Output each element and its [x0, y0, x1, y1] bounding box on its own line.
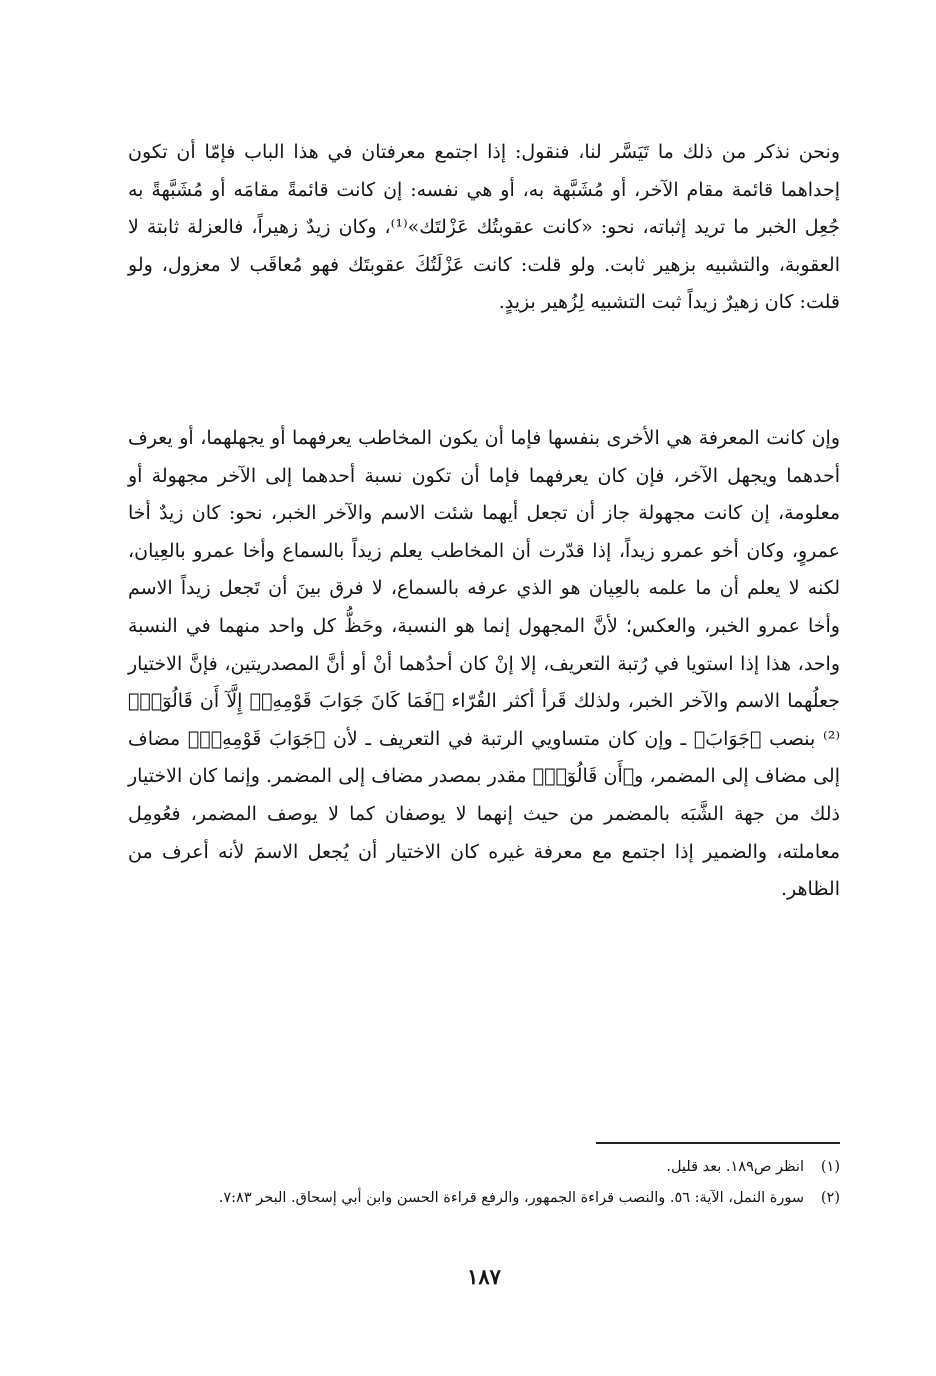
body-paragraph-2: وإن كانت المعرفة هي الأخرى بنفسها فإما أن يكون المخاطب يعرفهما أو يجهلهما، أو يعرف أحدهما ويجهل الآخر، فإن كان يعرفهما فإما أن تكون نسبة أحدهما إلى الآخر مجهولة أو معلومة، إن كانت مجهولة جاز أن تجعل أيهما شئت الاسم والآخر الخبر، نحو: كان زيدٌ أخا عمروٍ، وكان أخو عمرو زيداً، إذا قدّرت أن المخاطب يعلم زيداً بالسماع وأخا عمرو بالعِيان، لكنه لا يعلم أن ما علمه بالعِيان هو الذي عرفه بالسماع، لا فرق بينَ أن تَجعل زيداً الاسم وأخا عمرو الخبر، والعكس؛ لأنَّ المجهول إنما هو النسبة، وحَظُّ كل واحد منهما في النسبة واحد، هذا إذا استويا في رُتبة التعريف، إلا إنْ كان أحدُهما أنْ أو أنَّ المصدريتين، فإنَّ الاختيار جعلُهما الاسم والآخر الخبر، ولذلك قَرأ أكثر القُرّاء ﴿فَمَا كَانَ جَوَابَ قَوْمِهِۦٓ إِلَّآ أَن قَالُوٓا۟﴾⁽²⁾ بنصب ﴿جَوَابَ﴾ ـ وإن كان متساويي الرتبة في التعريف ـ لأن ﴿جَوَابَ قَوْمِهِۦٓ﴾ مضاف إلى مضاف إلى المضمر، و﴿أَن قَالُوٓا۟﴾ مقدر بمصدر مضاف إلى المضمر. وإنما كان الاختيار ذلك من جهة الشَّبَه بالمضمر من حيث إنهما لا يوصفان كما لا يوصف المضمر، فعُومِل معاملته، والضمير إذا اجتمع مع معرفة غيره كان الاختيار أن يُجعل الاسمَ لأنه أعرف من الظاهر.	[128, 427, 840, 901]
footnote-separator	[596, 1142, 840, 1144]
footnote-text: سورة النمل، الآية: ٥٦. والنصب قراءة الجمهور، والرفع قراءة الحسن وابن أبي إسحاق. البحر ٧:٨٣.	[218, 1190, 804, 1206]
footnote-2	[128, 1184, 840, 1212]
body-paragraph-1: ونحن نذكر من ذلك ما تَيَسَّر لنا، فنقول: إذا اجتمع معرفتان في هذا الباب فإمّا أن تكون إحداهما قائمة مقام الآخر، أو مُشَبَّهة به، أو هي نفسه: إن كانت قائمةً مقامَه أو مُشَبَّهةً به جُعِل الخبر ما تريد إثباته، نحو: «كانت عقوبتُك عَزْلتَك»⁽¹⁾، وكان زيدٌ زهيراً، فالعزلة ثابتة لا العقوبة، والتشبيه بزهير ثابت. ولو قلت: كانت عَزْلَتُكَ عقوبتَك فهو مُعاقَب لا معزول، ولو قلت: كان زهيرٌ زيداً ثبت التشبيه لِزُهير بزيدٍ.	[128, 141, 841, 314]
footnote-number: (٢)	[820, 1190, 840, 1206]
footnotes	[128, 1153, 840, 1215]
footnote-1	[128, 1153, 840, 1181]
book-page	[128, 0, 840, 1376]
page-number: ١٨٧	[467, 1264, 501, 1289]
footnote-number: (١)	[820, 1159, 840, 1175]
footnote-text: انظر ص١٨٩. بعد قليل.	[666, 1159, 804, 1175]
